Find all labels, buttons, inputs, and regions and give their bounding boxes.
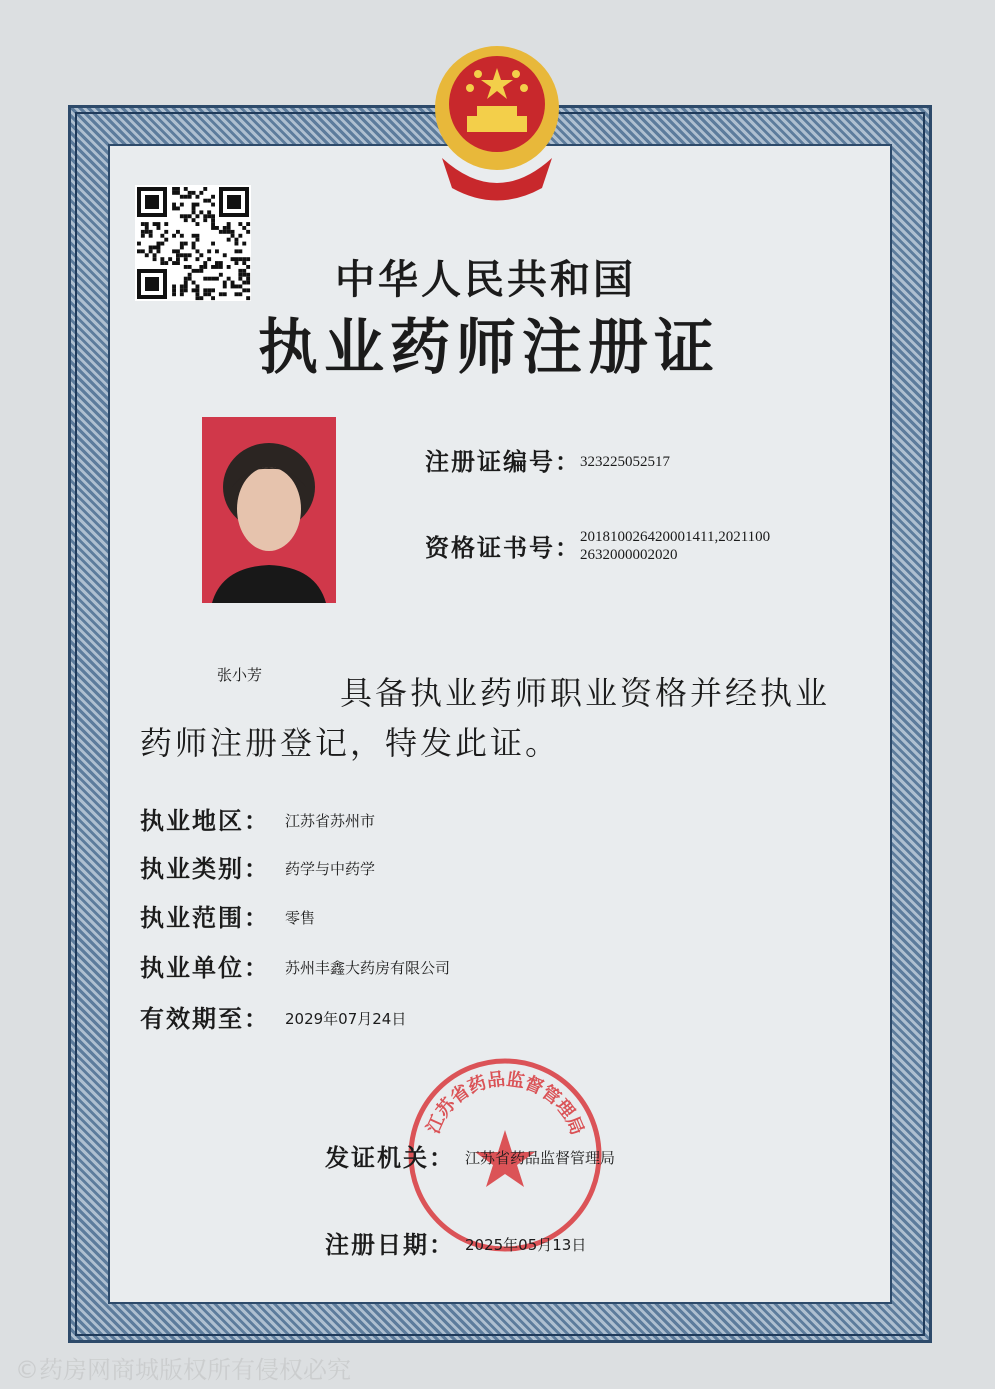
qr-module — [188, 265, 192, 269]
qr-module — [141, 222, 145, 226]
qr-module — [246, 281, 250, 285]
qr-module — [211, 277, 215, 281]
qr-module — [235, 249, 239, 253]
qr-module — [196, 214, 200, 218]
qualification-number-label: 资格证书号： — [425, 533, 581, 562]
qr-module — [196, 269, 200, 273]
qr-module — [231, 281, 235, 285]
qr-module — [207, 257, 211, 261]
qr-module — [196, 292, 200, 296]
qr-module — [145, 222, 149, 226]
qr-module — [196, 257, 200, 261]
qr-module — [211, 265, 215, 269]
qr-module — [137, 249, 141, 253]
qualification-number-line1: 20181002642000141​1,2021100 — [580, 529, 771, 545]
qr-module — [180, 246, 184, 250]
qr-module — [235, 257, 239, 261]
qr-module — [203, 261, 207, 265]
qr-module — [188, 195, 192, 199]
field-label: 执业单位： — [140, 953, 270, 982]
qr-module — [153, 246, 157, 250]
qr-module — [203, 214, 207, 218]
qr-module — [184, 265, 188, 269]
qr-module — [238, 277, 242, 281]
qr-module — [207, 199, 211, 203]
qr-module — [145, 253, 149, 257]
registration-number: 323225052517 — [580, 454, 670, 470]
qr-module — [219, 265, 223, 269]
qr-module — [219, 261, 223, 265]
qr-module — [215, 277, 219, 281]
qr-module — [211, 296, 215, 300]
registration-number-label: 注册证编号： — [425, 447, 581, 476]
qr-module — [149, 230, 153, 234]
qr-module — [137, 242, 141, 246]
qr-module — [172, 191, 176, 195]
qr-module — [203, 199, 207, 203]
qr-module — [203, 218, 207, 222]
issuer-label: 发证机关： — [325, 1143, 455, 1172]
qr-module — [172, 292, 176, 296]
qr-module — [184, 285, 188, 289]
qr-module — [192, 281, 196, 285]
qr-module — [207, 214, 211, 218]
field-value: 江苏省苏州市 — [285, 812, 376, 830]
statement-line2: 药师注册登记，特发此证。 — [140, 724, 561, 762]
qr-module — [211, 222, 215, 226]
qr-module — [184, 187, 188, 191]
qr-module — [180, 288, 184, 292]
qr-module — [203, 292, 207, 296]
qr-module — [211, 226, 215, 230]
copyright-watermark: ©药房网商城版权所有侵权必究 — [15, 1356, 351, 1384]
qr-module — [203, 277, 207, 281]
qr-module — [242, 269, 246, 273]
qr-module — [168, 257, 172, 261]
qr-module — [184, 218, 188, 222]
qr-module — [199, 253, 203, 257]
field-value: 2029年07月24日 — [285, 1010, 407, 1028]
title-country: 中华人民共和国 — [335, 256, 636, 303]
qr-module — [172, 288, 176, 292]
qr-module — [188, 214, 192, 218]
qr-module — [192, 203, 196, 207]
qr-module — [215, 265, 219, 269]
qr-module — [238, 249, 242, 253]
qr-module — [227, 277, 231, 281]
qr-module — [184, 195, 188, 199]
qr-module — [219, 273, 223, 277]
qr-module — [246, 230, 250, 234]
qr-module — [176, 207, 180, 211]
qr-module — [149, 234, 153, 238]
qr-module — [172, 234, 176, 238]
qr-module — [231, 257, 235, 261]
qr-module — [180, 292, 184, 296]
qr-module — [235, 292, 239, 296]
qr-module — [160, 234, 164, 238]
holder-name: 张小芳 — [217, 666, 263, 684]
qr-module — [199, 269, 203, 273]
field-label: 执业范围： — [140, 903, 270, 932]
qr-module — [207, 292, 211, 296]
qr-module — [184, 277, 188, 281]
qr-module — [180, 203, 184, 207]
qr-module — [242, 226, 246, 230]
qr-module — [235, 285, 239, 289]
qr-module — [180, 253, 184, 257]
qr-module — [176, 191, 180, 195]
qr-module — [164, 238, 168, 242]
qr-module — [192, 234, 196, 238]
qr-module — [164, 261, 168, 265]
qr-module — [180, 285, 184, 289]
qr-module — [199, 210, 203, 214]
field-value: 苏州丰鑫大药房有限公司 — [285, 959, 451, 977]
qr-module — [196, 296, 200, 300]
qr-module — [172, 187, 176, 191]
qr-module — [196, 195, 200, 199]
qr-module — [192, 246, 196, 250]
qr-module — [199, 296, 203, 300]
qr-module — [172, 261, 176, 265]
qr-module — [192, 210, 196, 214]
qr-module — [176, 253, 180, 257]
qr-module — [160, 242, 164, 246]
qr-module — [207, 277, 211, 281]
holder-photo — [202, 417, 336, 603]
qr-module — [184, 253, 188, 257]
qr-module — [227, 238, 231, 242]
qr-module — [172, 203, 176, 207]
qr-module — [172, 285, 176, 289]
field-label: 有效期至： — [140, 1004, 270, 1033]
qr-module — [211, 195, 215, 199]
qr-module — [203, 288, 207, 292]
qr-module — [231, 285, 235, 289]
issuer-value: 江苏省药品监督管理局 — [465, 1149, 616, 1167]
qr-module — [196, 222, 200, 226]
qr-module — [145, 226, 149, 230]
qr-module — [246, 265, 250, 269]
qr-module — [188, 191, 192, 195]
national-emblem-icon — [432, 38, 562, 208]
qr-module — [207, 288, 211, 292]
field-value: 零售 — [285, 909, 316, 927]
qr-module — [238, 269, 242, 273]
qr-module — [246, 296, 250, 300]
qr-module — [211, 203, 215, 207]
qr-module — [160, 257, 164, 261]
qualification-number-line2: 2632000002020 — [580, 547, 678, 563]
qr-module — [176, 249, 180, 253]
qr-module — [242, 281, 246, 285]
qr-module — [184, 214, 188, 218]
field-label: 执业类别： — [140, 854, 270, 883]
qr-module — [172, 249, 176, 253]
qr-module — [203, 187, 207, 191]
qr-module — [192, 242, 196, 246]
qr-module — [196, 288, 200, 292]
qr-module — [176, 261, 180, 265]
qr-module — [184, 288, 188, 292]
qr-module — [153, 257, 157, 261]
qr-module — [199, 265, 203, 269]
qr-module — [149, 246, 153, 250]
qr-module — [223, 230, 227, 234]
qr-module — [153, 253, 157, 257]
qr-module — [176, 187, 180, 191]
field-label: 执业地区： — [140, 806, 270, 835]
field-value: 药学与中药学 — [285, 860, 376, 878]
qr-module — [157, 226, 161, 230]
qr-module — [141, 249, 145, 253]
qr-module — [242, 242, 246, 246]
qr-module — [196, 234, 200, 238]
qr-module — [235, 238, 239, 242]
qr-module — [160, 261, 164, 265]
qr-module — [246, 288, 250, 292]
svg-text:江苏省药品监督管理局: 江苏省药品监督管理局 — [422, 1068, 588, 1139]
qr-module — [141, 230, 145, 234]
qr-module — [242, 257, 246, 261]
qr-module — [192, 191, 196, 195]
qr-module — [199, 191, 203, 195]
qr-module — [231, 234, 235, 238]
qr-module — [192, 269, 196, 273]
qr-module — [238, 292, 242, 296]
qr-module — [141, 234, 145, 238]
qr-module — [246, 257, 250, 261]
qr-module — [164, 222, 168, 226]
qr-module — [176, 230, 180, 234]
qr-module — [227, 265, 231, 269]
qr-module — [184, 281, 188, 285]
qr-module — [223, 292, 227, 296]
qr-module — [180, 242, 184, 246]
qr-module — [172, 207, 176, 211]
qr-module — [180, 195, 184, 199]
qr-module — [153, 222, 157, 226]
qr-module — [157, 246, 161, 250]
qr-module — [219, 230, 223, 234]
qr-module — [192, 218, 196, 222]
qr-module — [196, 203, 200, 207]
registration-date-value: 2025年05月13日 — [465, 1236, 587, 1254]
qr-module — [145, 230, 149, 234]
qr-module — [238, 234, 242, 238]
qr-module — [246, 273, 250, 277]
qr-module — [242, 288, 246, 292]
qr-module — [246, 222, 250, 226]
qr-module — [207, 249, 211, 253]
qr-module — [180, 234, 184, 238]
qr-module — [227, 226, 231, 230]
qr-module — [235, 242, 239, 246]
qr-module — [242, 273, 246, 277]
statement-line1: 具备执业药师职业资格并经执业 — [340, 674, 831, 712]
qr-module — [215, 261, 219, 265]
qr-module — [157, 242, 161, 246]
qr-code[interactable] — [135, 185, 251, 301]
qr-module — [180, 214, 184, 218]
qr-module — [227, 222, 231, 226]
qr-module — [231, 230, 235, 234]
qr-module — [192, 288, 196, 292]
qr-module — [157, 249, 161, 253]
qr-module — [176, 257, 180, 261]
qr-module — [196, 285, 200, 289]
qr-module — [215, 226, 219, 230]
qr-module — [238, 273, 242, 277]
qr-module — [192, 207, 196, 211]
qr-module — [215, 249, 219, 253]
qr-module — [188, 253, 192, 257]
qr-module — [211, 288, 215, 292]
qr-module — [157, 222, 161, 226]
qr-module — [238, 285, 242, 289]
qr-module — [219, 292, 223, 296]
qr-module — [223, 281, 227, 285]
qr-module — [223, 253, 227, 257]
registration-date-label: 注册日期： — [325, 1230, 455, 1259]
qr-module — [238, 222, 242, 226]
qr-module — [235, 261, 239, 265]
qr-module — [188, 273, 192, 277]
qr-module — [196, 238, 200, 242]
qr-module — [164, 230, 168, 234]
qr-module — [223, 285, 227, 289]
qr-module — [184, 242, 188, 246]
qr-module — [203, 265, 207, 269]
qr-module — [211, 218, 215, 222]
qr-module — [238, 257, 242, 261]
qr-module — [196, 249, 200, 253]
qr-module — [184, 257, 188, 261]
qr-module — [211, 214, 215, 218]
qr-module — [223, 226, 227, 230]
qr-module — [207, 210, 211, 214]
qr-module — [242, 261, 246, 265]
qr-module — [246, 277, 250, 281]
qr-module — [227, 230, 231, 234]
qr-module — [211, 242, 215, 246]
qr-module — [188, 277, 192, 281]
qr-module — [149, 249, 153, 253]
title-certificate: 执业药师注册证 — [258, 313, 720, 383]
